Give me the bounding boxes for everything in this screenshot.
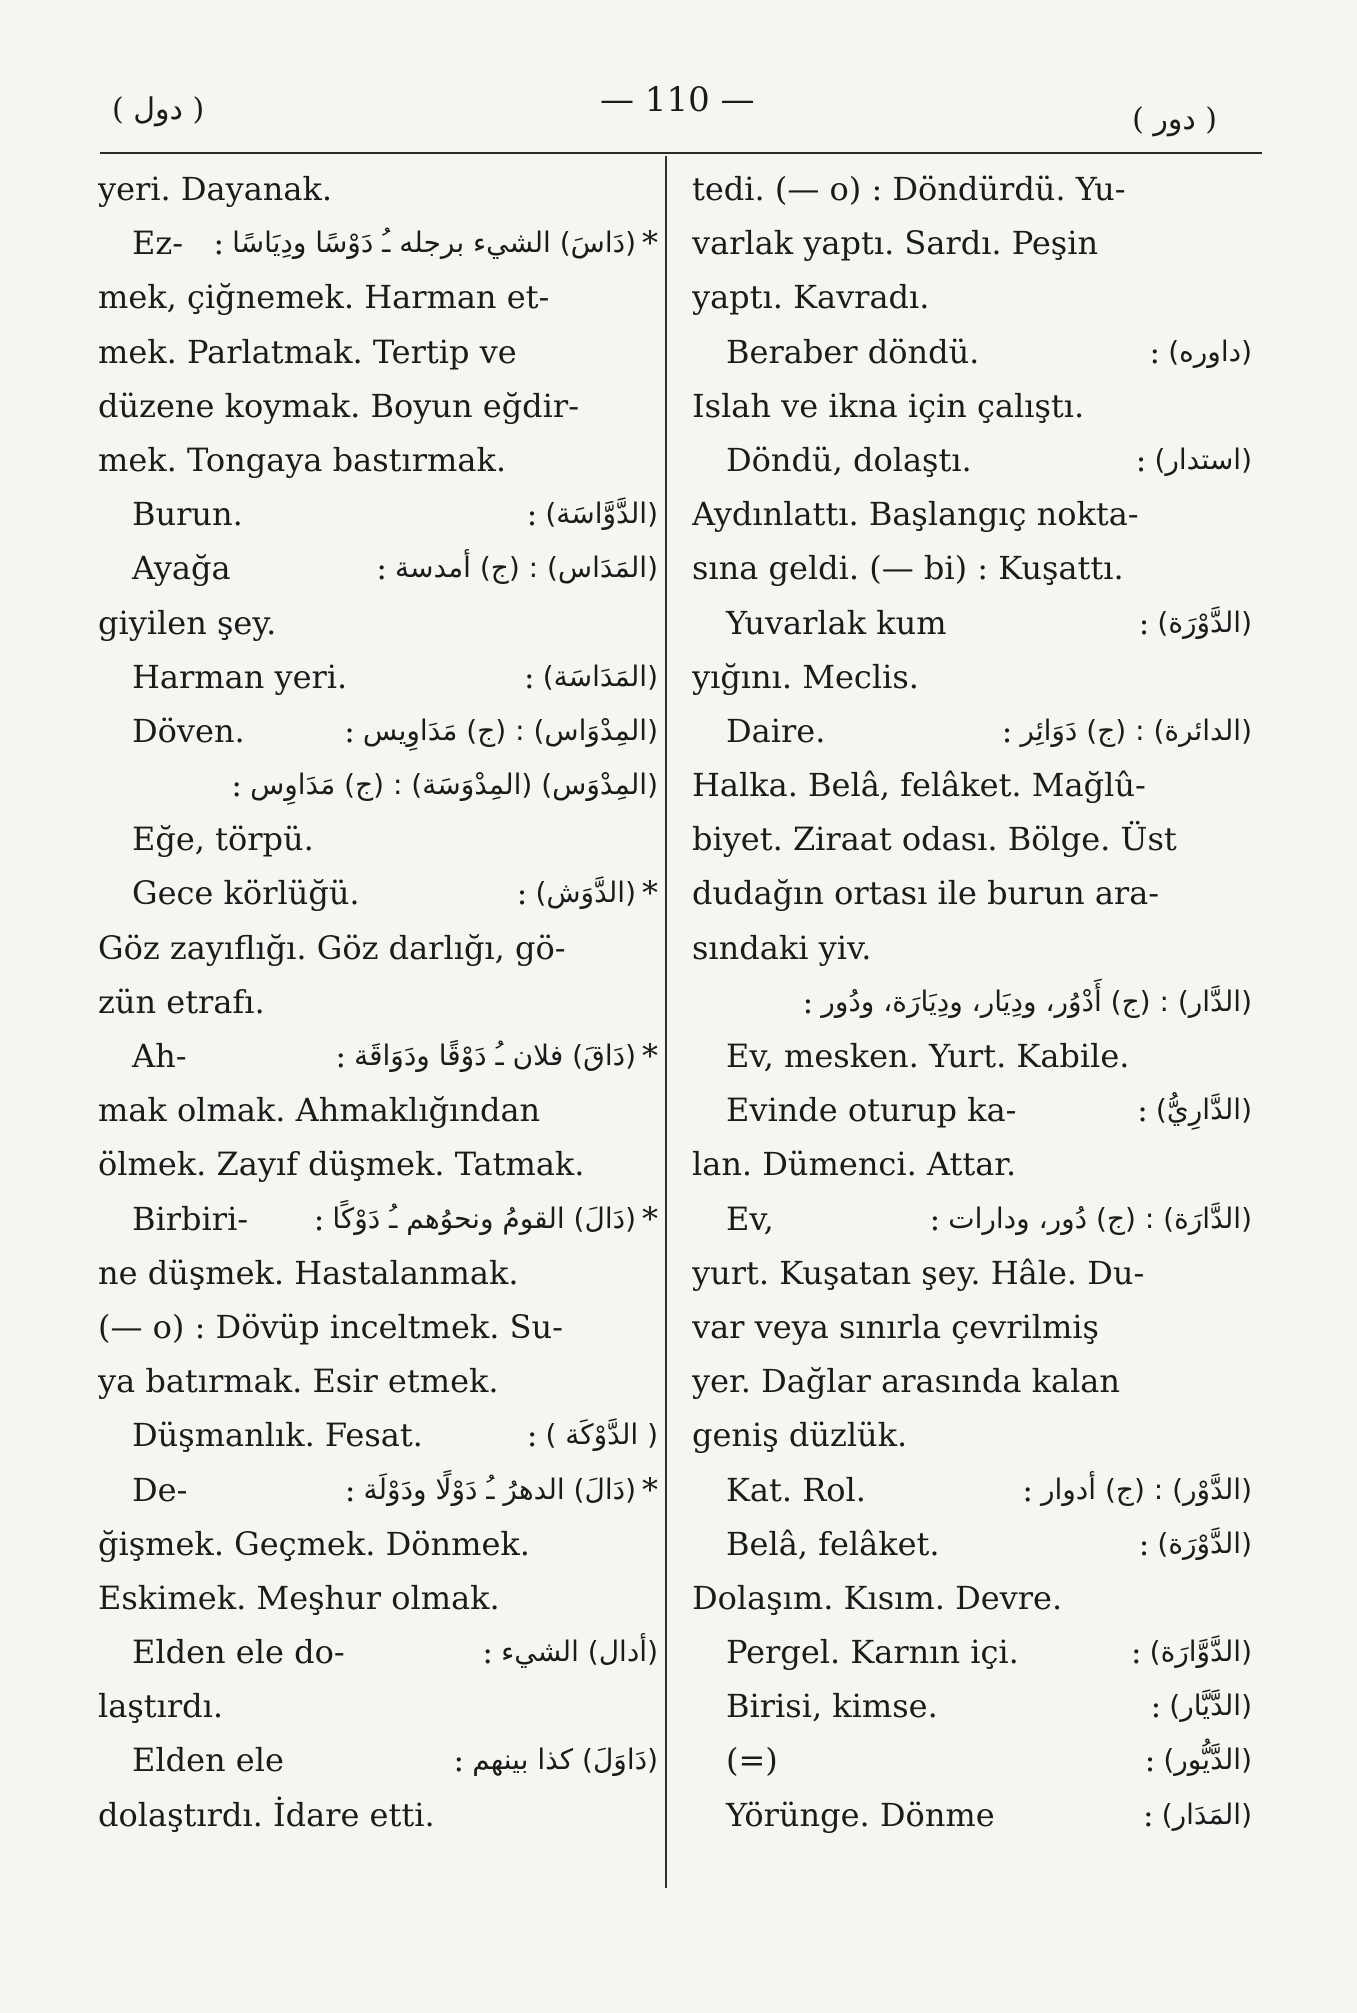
dictionary-line <box>692 812 1252 866</box>
dictionary-line <box>692 1300 1252 1354</box>
header-right-root: ( دور ) <box>1132 102 1217 137</box>
arabic-headword: (الدَّيُّور) <box>1163 1743 1252 1777</box>
dictionary-line <box>98 1625 658 1679</box>
entry-text: Belâ, felâket. <box>726 1524 940 1563</box>
entry-text: ölmek. Zayıf düşmek. Tatmak. <box>98 1145 585 1184</box>
dictionary-line <box>98 812 658 866</box>
dictionary-line <box>692 1029 1252 1083</box>
page-number: — 110 — <box>600 80 755 120</box>
right-column <box>692 162 1252 1842</box>
dictionary-line <box>98 1246 658 1300</box>
dictionary-line <box>98 325 658 379</box>
arabic-headword: (دَاقَ) فلان ـُ دَوْقًا ودَوَاقَة <box>354 1039 636 1072</box>
colon-separator: : <box>344 1470 356 1509</box>
entry-text: Elden ele <box>132 1741 284 1780</box>
dictionary-line <box>98 162 658 216</box>
dictionary-line <box>98 1408 658 1462</box>
colon-separator: : <box>526 495 538 534</box>
dictionary-line <box>692 704 1252 758</box>
arabic-headword: (الدَّوَّارَة) <box>1149 1635 1252 1669</box>
entry-text: biyet. Ziraat odası. Bölge. Üst <box>692 820 1177 859</box>
colon-separator: : <box>516 874 528 913</box>
entry-text: zün etrafı. <box>98 982 265 1021</box>
entry-text: (— o) : Dövüp inceltmek. Su- <box>98 1307 563 1346</box>
dictionary-line <box>692 866 1252 920</box>
dictionary-line <box>692 487 1252 541</box>
entry-text: Birbiri- <box>132 1199 249 1238</box>
colon-separator: : <box>1130 1633 1142 1672</box>
dictionary-line <box>692 596 1252 650</box>
dictionary-line <box>692 758 1252 812</box>
dictionary-line <box>98 921 658 975</box>
colon-separator: : <box>802 982 814 1021</box>
entry-text: Gece körlüğü. <box>132 874 360 913</box>
entry-text: lan. Dümenci. Attar. <box>692 1145 1017 1184</box>
dictionary-line <box>98 704 658 758</box>
entry-text: varlak yaptı. Sardı. Peşin <box>692 224 1099 263</box>
dictionary-line <box>98 1029 658 1083</box>
entry-text: Ev, mesken. Yurt. Kabile. <box>726 1037 1130 1075</box>
entry-text: var veya sınırla çevrilmiş <box>692 1307 1099 1346</box>
entry-text: Ah- <box>132 1037 187 1075</box>
entry-text: yaptı. Kavradı. <box>692 278 930 317</box>
root-asterisk: * <box>642 1199 658 1238</box>
entry-text: Düşmanlık. Fesat. <box>132 1416 423 1455</box>
arabic-headword: (استدار) <box>1154 442 1252 476</box>
arabic-headword: ( الدَّوْكَة ) <box>545 1418 658 1452</box>
arabic-headword: (أدال) الشيء <box>501 1635 658 1669</box>
entry-text: Eskimek. Meşhur olmak. <box>98 1578 500 1617</box>
dictionary-line <box>692 216 1252 270</box>
arabic-headword: (دَاوَلَ) كذا بينهم <box>472 1743 658 1777</box>
entry-text: Kat. Rol. <box>726 1470 866 1509</box>
dictionary-line <box>692 1083 1252 1137</box>
arabic-headword: (الدَّوْرَة) <box>1157 1526 1252 1560</box>
arabic-headword: (الدائرة) : (ج) دَوَائِر <box>1020 713 1252 747</box>
entry-text: laştırdı. <box>98 1687 224 1726</box>
entry-text: Burun. <box>132 495 243 534</box>
colon-separator: : <box>482 1633 494 1672</box>
colon-separator: : <box>1144 1741 1156 1780</box>
entry-text: yurt. Kuşatan şey. Hâle. Du- <box>692 1253 1145 1292</box>
arabic-headword: (الدَّيَّار) <box>1169 1689 1252 1723</box>
arabic-headword: (دَاسَ) الشيء برجله ـُ دَوْسًا ودِيَاسًا <box>232 226 636 260</box>
dictionary-line <box>692 975 1252 1029</box>
entry-text: Ayağa <box>132 549 231 588</box>
dictionary-line <box>98 650 658 704</box>
entry-text: Harman yeri. <box>132 657 348 696</box>
dictionary-line <box>98 1788 658 1842</box>
colon-separator: : <box>1135 440 1147 479</box>
colon-separator: : <box>376 549 387 588</box>
dictionary-line <box>692 650 1252 704</box>
arabic-headword: (الدَّوَّاسَة) <box>545 497 658 531</box>
entry-text: Daire. <box>726 711 826 750</box>
colon-separator: : <box>1149 332 1161 371</box>
dictionary-line <box>98 866 658 920</box>
entry-text: ya batırmak. Esir etmek. <box>98 1362 499 1401</box>
arabic-headword: (الدَّوْر) : (ج) أدوار <box>1040 1472 1252 1506</box>
dictionary-line <box>98 1192 658 1246</box>
dictionary-line <box>98 487 658 541</box>
column-divider <box>665 156 667 1888</box>
dictionary-line <box>692 1246 1252 1300</box>
entry-text: Evinde oturup ka- <box>726 1091 1017 1130</box>
dictionary-line <box>692 433 1252 487</box>
entry-text: geniş düzlük. <box>692 1416 908 1455</box>
dictionary-line <box>692 541 1252 595</box>
colon-separator: : <box>453 1741 465 1780</box>
arabic-headword: (المَدَاسَة) <box>542 659 658 693</box>
left-column <box>98 162 658 1842</box>
dictionary-line <box>692 1354 1252 1408</box>
entry-text: Döven. <box>132 711 245 750</box>
header-rule <box>100 152 1262 154</box>
dictionary-line <box>98 1679 658 1733</box>
dictionary-line <box>98 1571 658 1625</box>
dictionary-line <box>692 1137 1252 1191</box>
entry-text: Dolaşım. Kısım. Devre. <box>692 1578 1063 1617</box>
entry-text: Elden ele do- <box>132 1633 345 1672</box>
entry-text: De- <box>132 1470 188 1509</box>
arabic-headword: (الدَّوَش) <box>535 876 636 910</box>
dictionary-line <box>692 1192 1252 1246</box>
colon-separator: : <box>929 1199 941 1238</box>
dictionary-line <box>692 270 1252 324</box>
entry-text: mak olmak. Ahmaklığından <box>98 1091 541 1130</box>
entry-text: Beraber döndü. <box>726 332 980 371</box>
entry-text: Ez- <box>132 224 184 263</box>
arabic-headword: (الدَّارَة) : (ج) دُور، ودارات <box>948 1201 1252 1235</box>
entry-text: Aydınlattı. Başlangıç nokta- <box>692 495 1139 534</box>
dictionary-line <box>692 1733 1252 1787</box>
colon-separator: : <box>523 657 535 696</box>
entry-text: mek, çiğnemek. Harman et- <box>98 278 550 317</box>
entry-text: Döndü, dolaştı. <box>726 440 972 479</box>
dictionary-line <box>692 1679 1252 1733</box>
colon-separator: : <box>1142 1795 1154 1834</box>
entry-text: yığını. Meclis. <box>692 657 919 696</box>
arabic-headword: (داوره) <box>1168 334 1252 368</box>
dictionary-line <box>98 975 658 1029</box>
entry-text: Yörünge. Dönme <box>726 1795 995 1834</box>
entry-text: Islah ve ikna için çalıştı. <box>692 386 1085 425</box>
colon-separator: : <box>335 1037 347 1075</box>
colon-separator: : <box>1138 1524 1150 1563</box>
entry-text: mek. Tongaya bastırmak. <box>98 440 506 479</box>
dictionary-line <box>692 921 1252 975</box>
arabic-headword: (المِدْوَس) (المِدْوَسَة) : (ج) مَدَاوِس <box>250 768 658 802</box>
header-left-root: ( دول ) <box>112 92 205 127</box>
dictionary-line <box>692 162 1252 216</box>
dictionary-line <box>98 1300 658 1354</box>
arabic-headword: (الدَّار) : (ج) أَدْوُر، ودِيَار، ودِيَارَة، ودُور <box>821 984 1252 1018</box>
colon-separator: : <box>1137 1091 1148 1130</box>
dictionary-line <box>98 379 658 433</box>
colon-separator: : <box>344 711 355 750</box>
entry-text: Halka. Belâ, felâket. Mağlû- <box>692 766 1146 805</box>
entry-text: Yuvarlak kum <box>726 603 947 642</box>
entry-text: giyilen şey. <box>98 603 277 642</box>
entry-text: sındaki yiv. <box>692 928 872 967</box>
colon-separator: : <box>1150 1687 1162 1726</box>
entry-text: Birisi, kimse. <box>726 1687 938 1726</box>
dictionary-line <box>692 1463 1252 1517</box>
dictionary-line <box>98 216 658 270</box>
root-asterisk: * <box>642 874 658 913</box>
dictionary-line <box>98 758 658 812</box>
arabic-headword: (المِدْوَاس) : (ج) مَدَاوِيس <box>362 713 658 747</box>
dictionary-line <box>98 433 658 487</box>
root-asterisk: * <box>642 1470 658 1509</box>
colon-separator: : <box>213 224 225 263</box>
dictionary-line <box>98 270 658 324</box>
dictionary-line <box>98 1137 658 1191</box>
entry-text: mek. Parlatmak. Tertip ve <box>98 332 517 371</box>
entry-text: düzene koymak. Boyun eğdir- <box>98 386 579 425</box>
entry-text: ğişmek. Geçmek. Dönmek. <box>98 1524 530 1563</box>
dictionary-line <box>98 596 658 650</box>
dictionary-line <box>692 1788 1252 1842</box>
root-asterisk: * <box>642 1037 658 1075</box>
entry-text: dudağın ortası ile burun ara- <box>692 874 1160 913</box>
entry-text: Pergel. Karnın içi. <box>726 1633 1019 1672</box>
dictionary-line <box>692 379 1252 433</box>
dictionary-line <box>692 1517 1252 1571</box>
entry-text: ne düşmek. Hastalanmak. <box>98 1253 519 1292</box>
entry-text: Ev, <box>726 1199 774 1238</box>
entry-text: Eğe, törpü. <box>132 820 314 859</box>
arabic-headword: (الدَّارِيُّ) <box>1155 1093 1252 1127</box>
dictionary-line <box>98 541 658 595</box>
dictionary-line <box>98 1083 658 1137</box>
dictionary-line <box>692 1625 1252 1679</box>
colon-separator: : <box>1001 711 1013 750</box>
entry-text: sına geldi. (— bi) : Kuşattı. <box>692 549 1124 588</box>
dictionary-line <box>692 1571 1252 1625</box>
entry-text: dolaştırdı. İdare etti. <box>98 1795 435 1834</box>
entry-text: Göz zayıflığı. Göz darlığı, gö- <box>98 928 566 967</box>
arabic-headword: (دَالَ) الدهرُ ـُ دَوْلًا ودَوْلَة <box>363 1472 636 1506</box>
entry-text: (=) <box>726 1741 778 1780</box>
arabic-headword: (الدَّوْرَة) <box>1157 605 1252 639</box>
entry-text: yer. Dağlar arasında kalan <box>692 1362 1120 1401</box>
dictionary-line <box>98 1354 658 1408</box>
dictionary-line <box>98 1733 658 1787</box>
arabic-headword: (دَالَ) القومُ ونحوُهم ـُ دَوْكًا <box>332 1201 636 1235</box>
colon-separator: : <box>313 1199 325 1238</box>
entry-text: tedi. (— o) : Döndürdü. Yu- <box>692 170 1126 208</box>
colon-separator: : <box>1022 1470 1033 1509</box>
root-asterisk: * <box>642 224 658 263</box>
colon-separator: : <box>231 766 243 805</box>
entry-text: yeri. Dayanak. <box>98 170 333 208</box>
dictionary-line <box>98 1463 658 1517</box>
dictionary-line <box>692 325 1252 379</box>
dictionary-line <box>692 1408 1252 1462</box>
arabic-headword: (المَدَار) <box>1161 1797 1252 1831</box>
colon-separator: : <box>526 1416 538 1455</box>
dictionary-line <box>98 1517 658 1571</box>
arabic-headword: (المَدَاس) : (ج) أمدسة <box>394 551 658 585</box>
colon-separator: : <box>1138 603 1150 642</box>
